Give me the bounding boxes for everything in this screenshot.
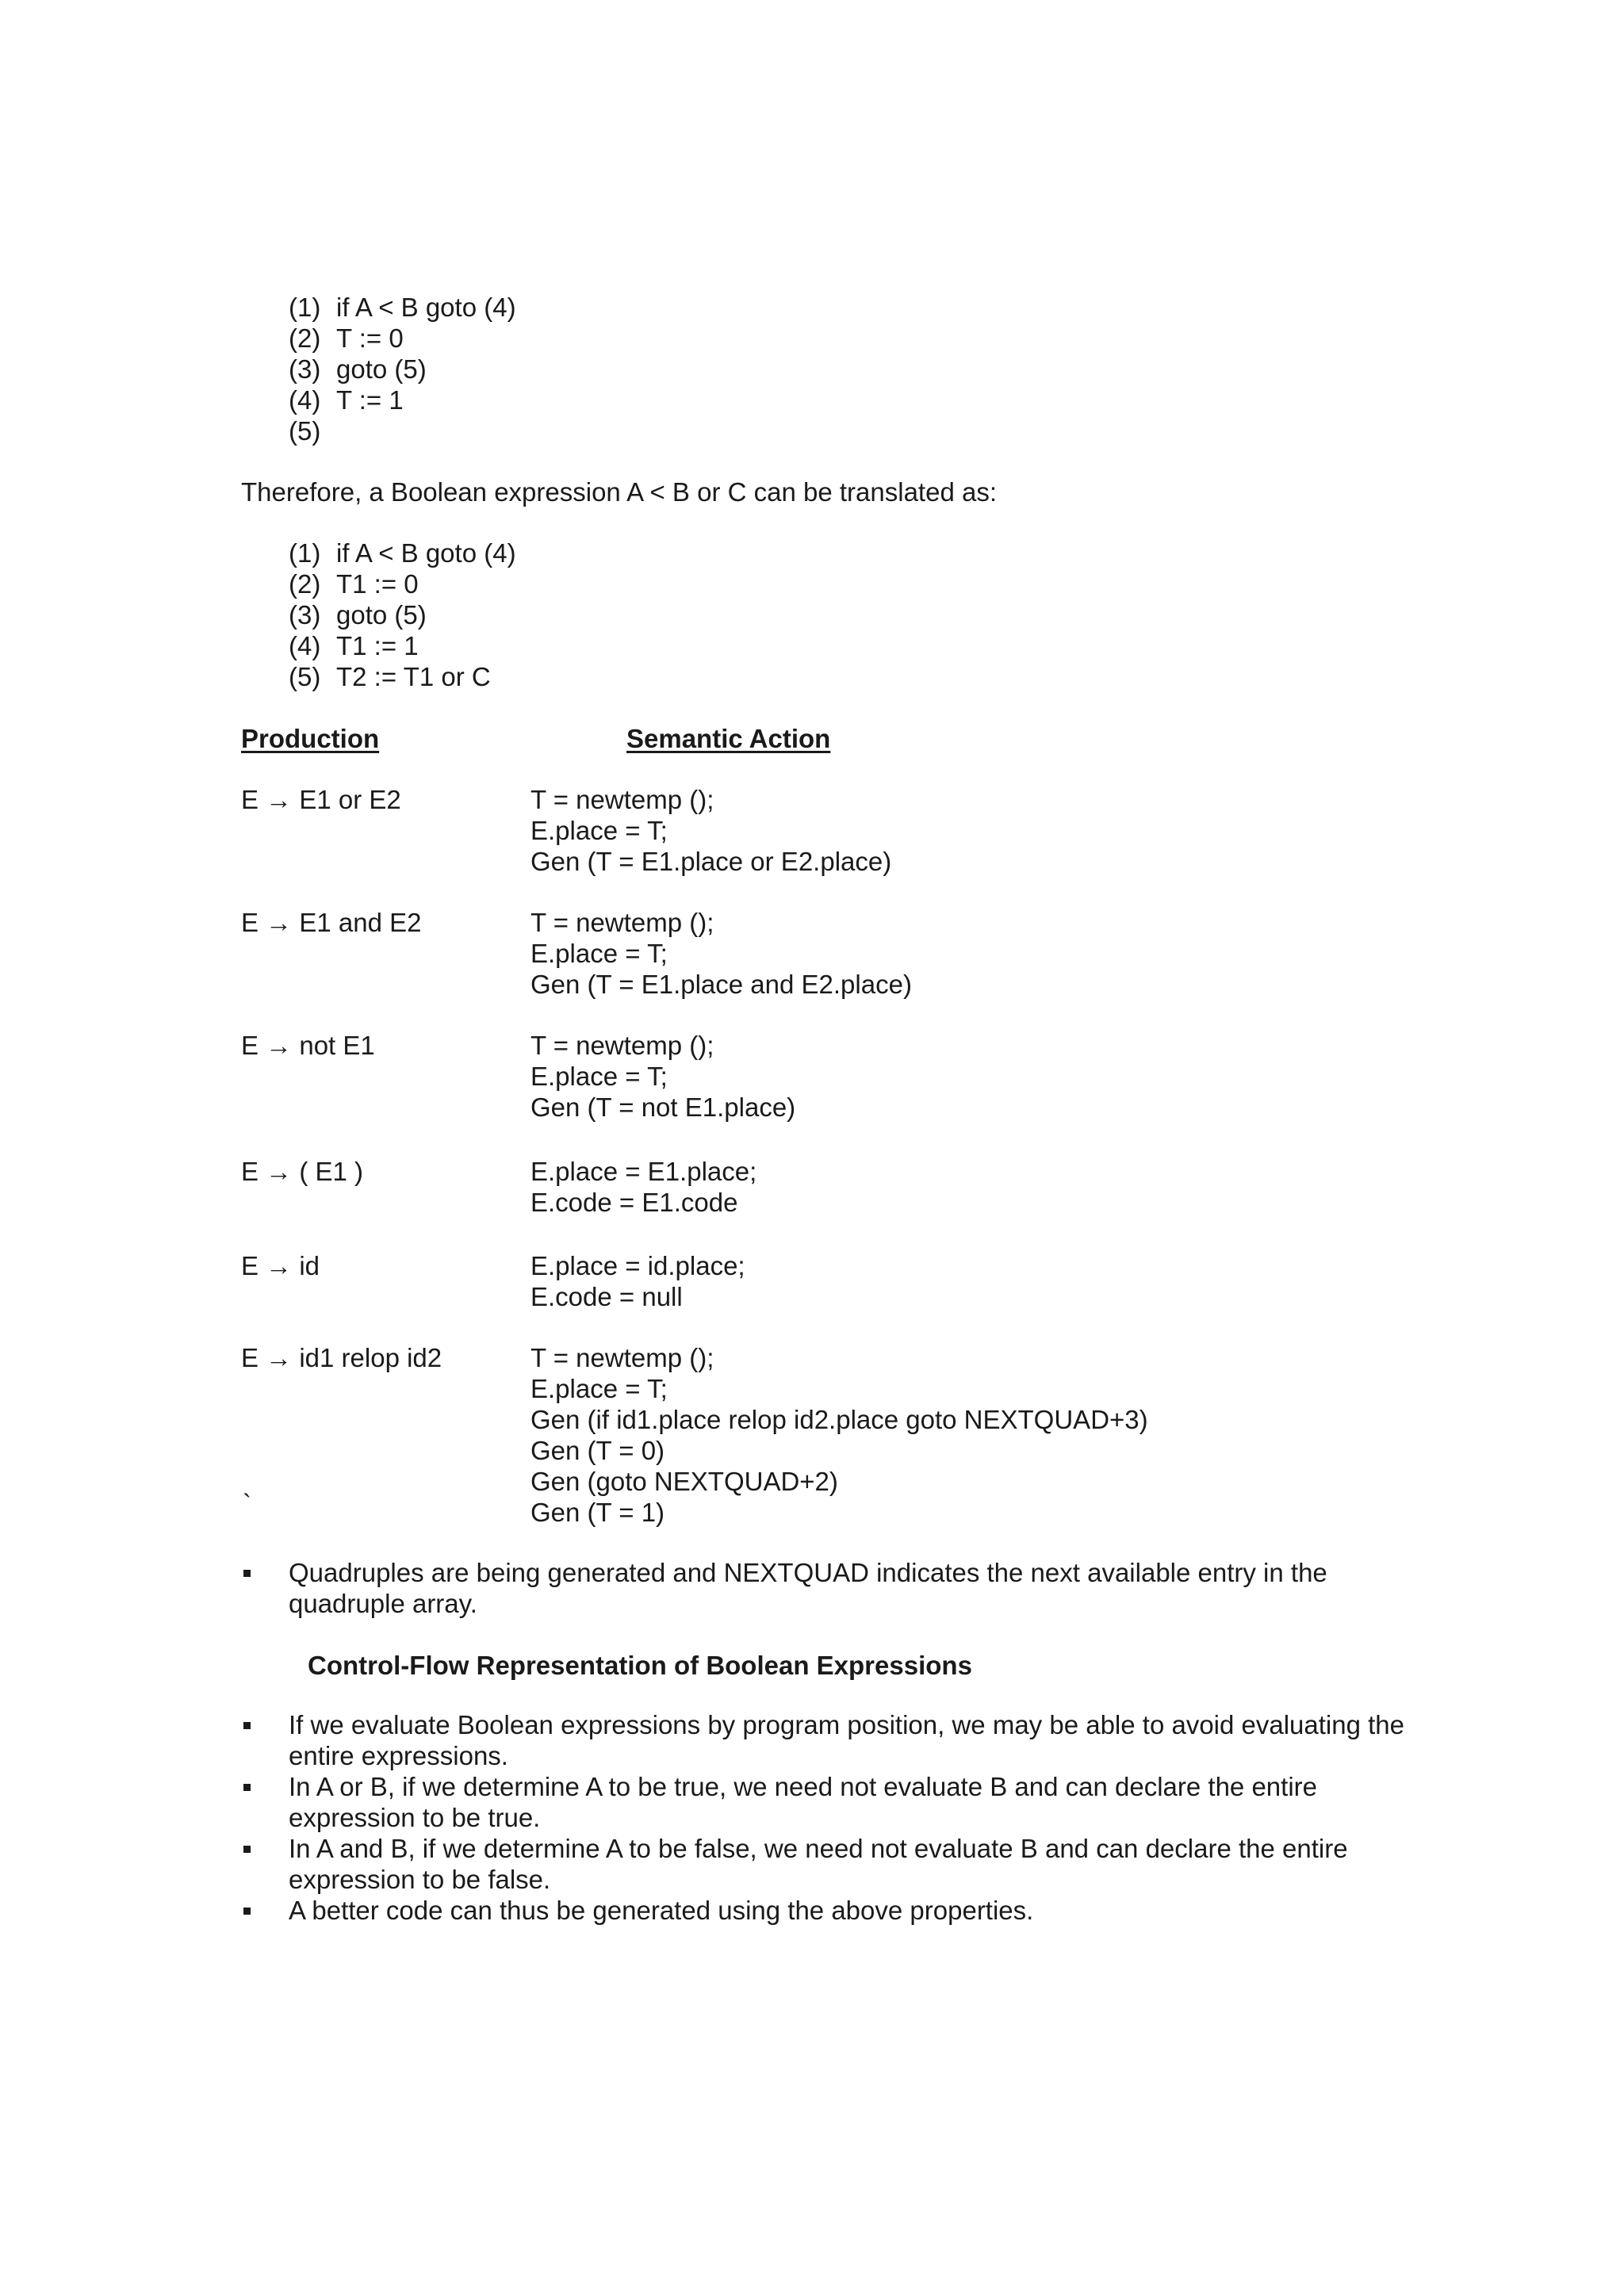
production-header: Production bbox=[241, 724, 380, 753]
action-line: Gen (T = E1.place or E2.place) bbox=[530, 847, 892, 876]
section-heading: Control-Flow Representation of Boolean Expressions bbox=[308, 1651, 972, 1680]
listing1-num: (1) bbox=[289, 293, 321, 322]
action-line: Gen (T = E1.place and E2.place) bbox=[530, 970, 912, 999]
production-cell: E → not E1 bbox=[241, 1031, 375, 1060]
action-line: Gen (if id1.place relop id2.place goto NEXTQUAD+3) bbox=[530, 1405, 1148, 1434]
action-line: T = newtemp (); bbox=[530, 1343, 714, 1372]
production-cell: E → ( E1 ) bbox=[241, 1157, 364, 1186]
action-line: T = newtemp (); bbox=[530, 908, 714, 937]
production-cell: E → id1 relop id2 bbox=[241, 1343, 442, 1372]
bullet-icon bbox=[243, 1784, 251, 1791]
listing2-num: (2) bbox=[289, 569, 321, 599]
action-line: Gen (T = 0) bbox=[530, 1436, 665, 1465]
stray-mark: ` bbox=[243, 1489, 251, 1518]
bullet-icon bbox=[243, 1908, 251, 1915]
production-cell: E → id bbox=[241, 1251, 320, 1280]
bullet-icon bbox=[243, 1722, 251, 1729]
bullet-text: A better code can thus be generated using the above properties. bbox=[289, 1896, 1034, 1925]
bullet-icon bbox=[243, 1846, 251, 1853]
bullet-text: If we evaluate Boolean expressions by program position, we may be able to avoid evaluating the entire expressions. bbox=[289, 1710, 1405, 1770]
action-line: Gen (T = 1) bbox=[530, 1498, 665, 1527]
action-line: E.place = T; bbox=[530, 816, 668, 845]
listing2-line: T1 := 0 bbox=[336, 569, 419, 599]
listing2-line: T1 := 1 bbox=[336, 631, 419, 660]
bullet-text: Quadruples are being generated and NEXTQUAD indicates the next available entry in the quadruple array. bbox=[289, 1558, 1327, 1618]
action-line: Gen (goto NEXTQUAD+2) bbox=[530, 1467, 838, 1496]
bullet-text: In A and B, if we determine A to be false, we need not evaluate B and can declare the entire expression to be false. bbox=[289, 1834, 1348, 1894]
action-line: T = newtemp (); bbox=[530, 1031, 714, 1060]
listing2-num: (3) bbox=[289, 600, 321, 629]
action-line: E.place = T; bbox=[530, 1062, 668, 1091]
listing2-num: (4) bbox=[289, 631, 321, 660]
listing1-num: (3) bbox=[289, 354, 321, 384]
action-line: E.place = E1.place; bbox=[530, 1157, 757, 1186]
action-line: Gen (T = not E1.place) bbox=[530, 1093, 796, 1122]
action-line: E.code = null bbox=[530, 1282, 683, 1311]
listing1-line: T := 0 bbox=[336, 323, 404, 353]
action-line: E.place = id.place; bbox=[530, 1251, 745, 1280]
listing1-num: (5) bbox=[289, 416, 321, 446]
listing2-line: goto (5) bbox=[336, 600, 427, 629]
listing2-line: if A < B goto (4) bbox=[336, 538, 516, 568]
listing2-line: T2 := T1 or C bbox=[336, 662, 491, 691]
listing2-num: (1) bbox=[289, 538, 321, 568]
action-line: E.place = T; bbox=[530, 939, 668, 968]
listing2-num: (5) bbox=[289, 662, 321, 691]
bullet-text: In A or B, if we determine A to be true, we need not evaluate B and can declare the entire expression to be true. bbox=[289, 1772, 1318, 1832]
listing1-line: T := 1 bbox=[336, 385, 404, 415]
listing1-line: goto (5) bbox=[336, 354, 427, 384]
listing1-line: if A < B goto (4) bbox=[336, 293, 516, 322]
semantic-action-header: Semantic Action bbox=[626, 724, 831, 753]
action-line: T = newtemp (); bbox=[530, 785, 714, 814]
production-cell: E → E1 or E2 bbox=[241, 785, 401, 814]
listing1-num: (2) bbox=[289, 323, 321, 353]
production-cell: E → E1 and E2 bbox=[241, 908, 422, 937]
bullet-icon bbox=[243, 1570, 251, 1577]
listing1-num: (4) bbox=[289, 385, 321, 415]
action-line: E.place = T; bbox=[530, 1374, 668, 1403]
intro-paragraph: Therefore, a Boolean expression A < B or C can be translated as: bbox=[241, 477, 997, 507]
action-line: E.code = E1.code bbox=[530, 1188, 738, 1217]
